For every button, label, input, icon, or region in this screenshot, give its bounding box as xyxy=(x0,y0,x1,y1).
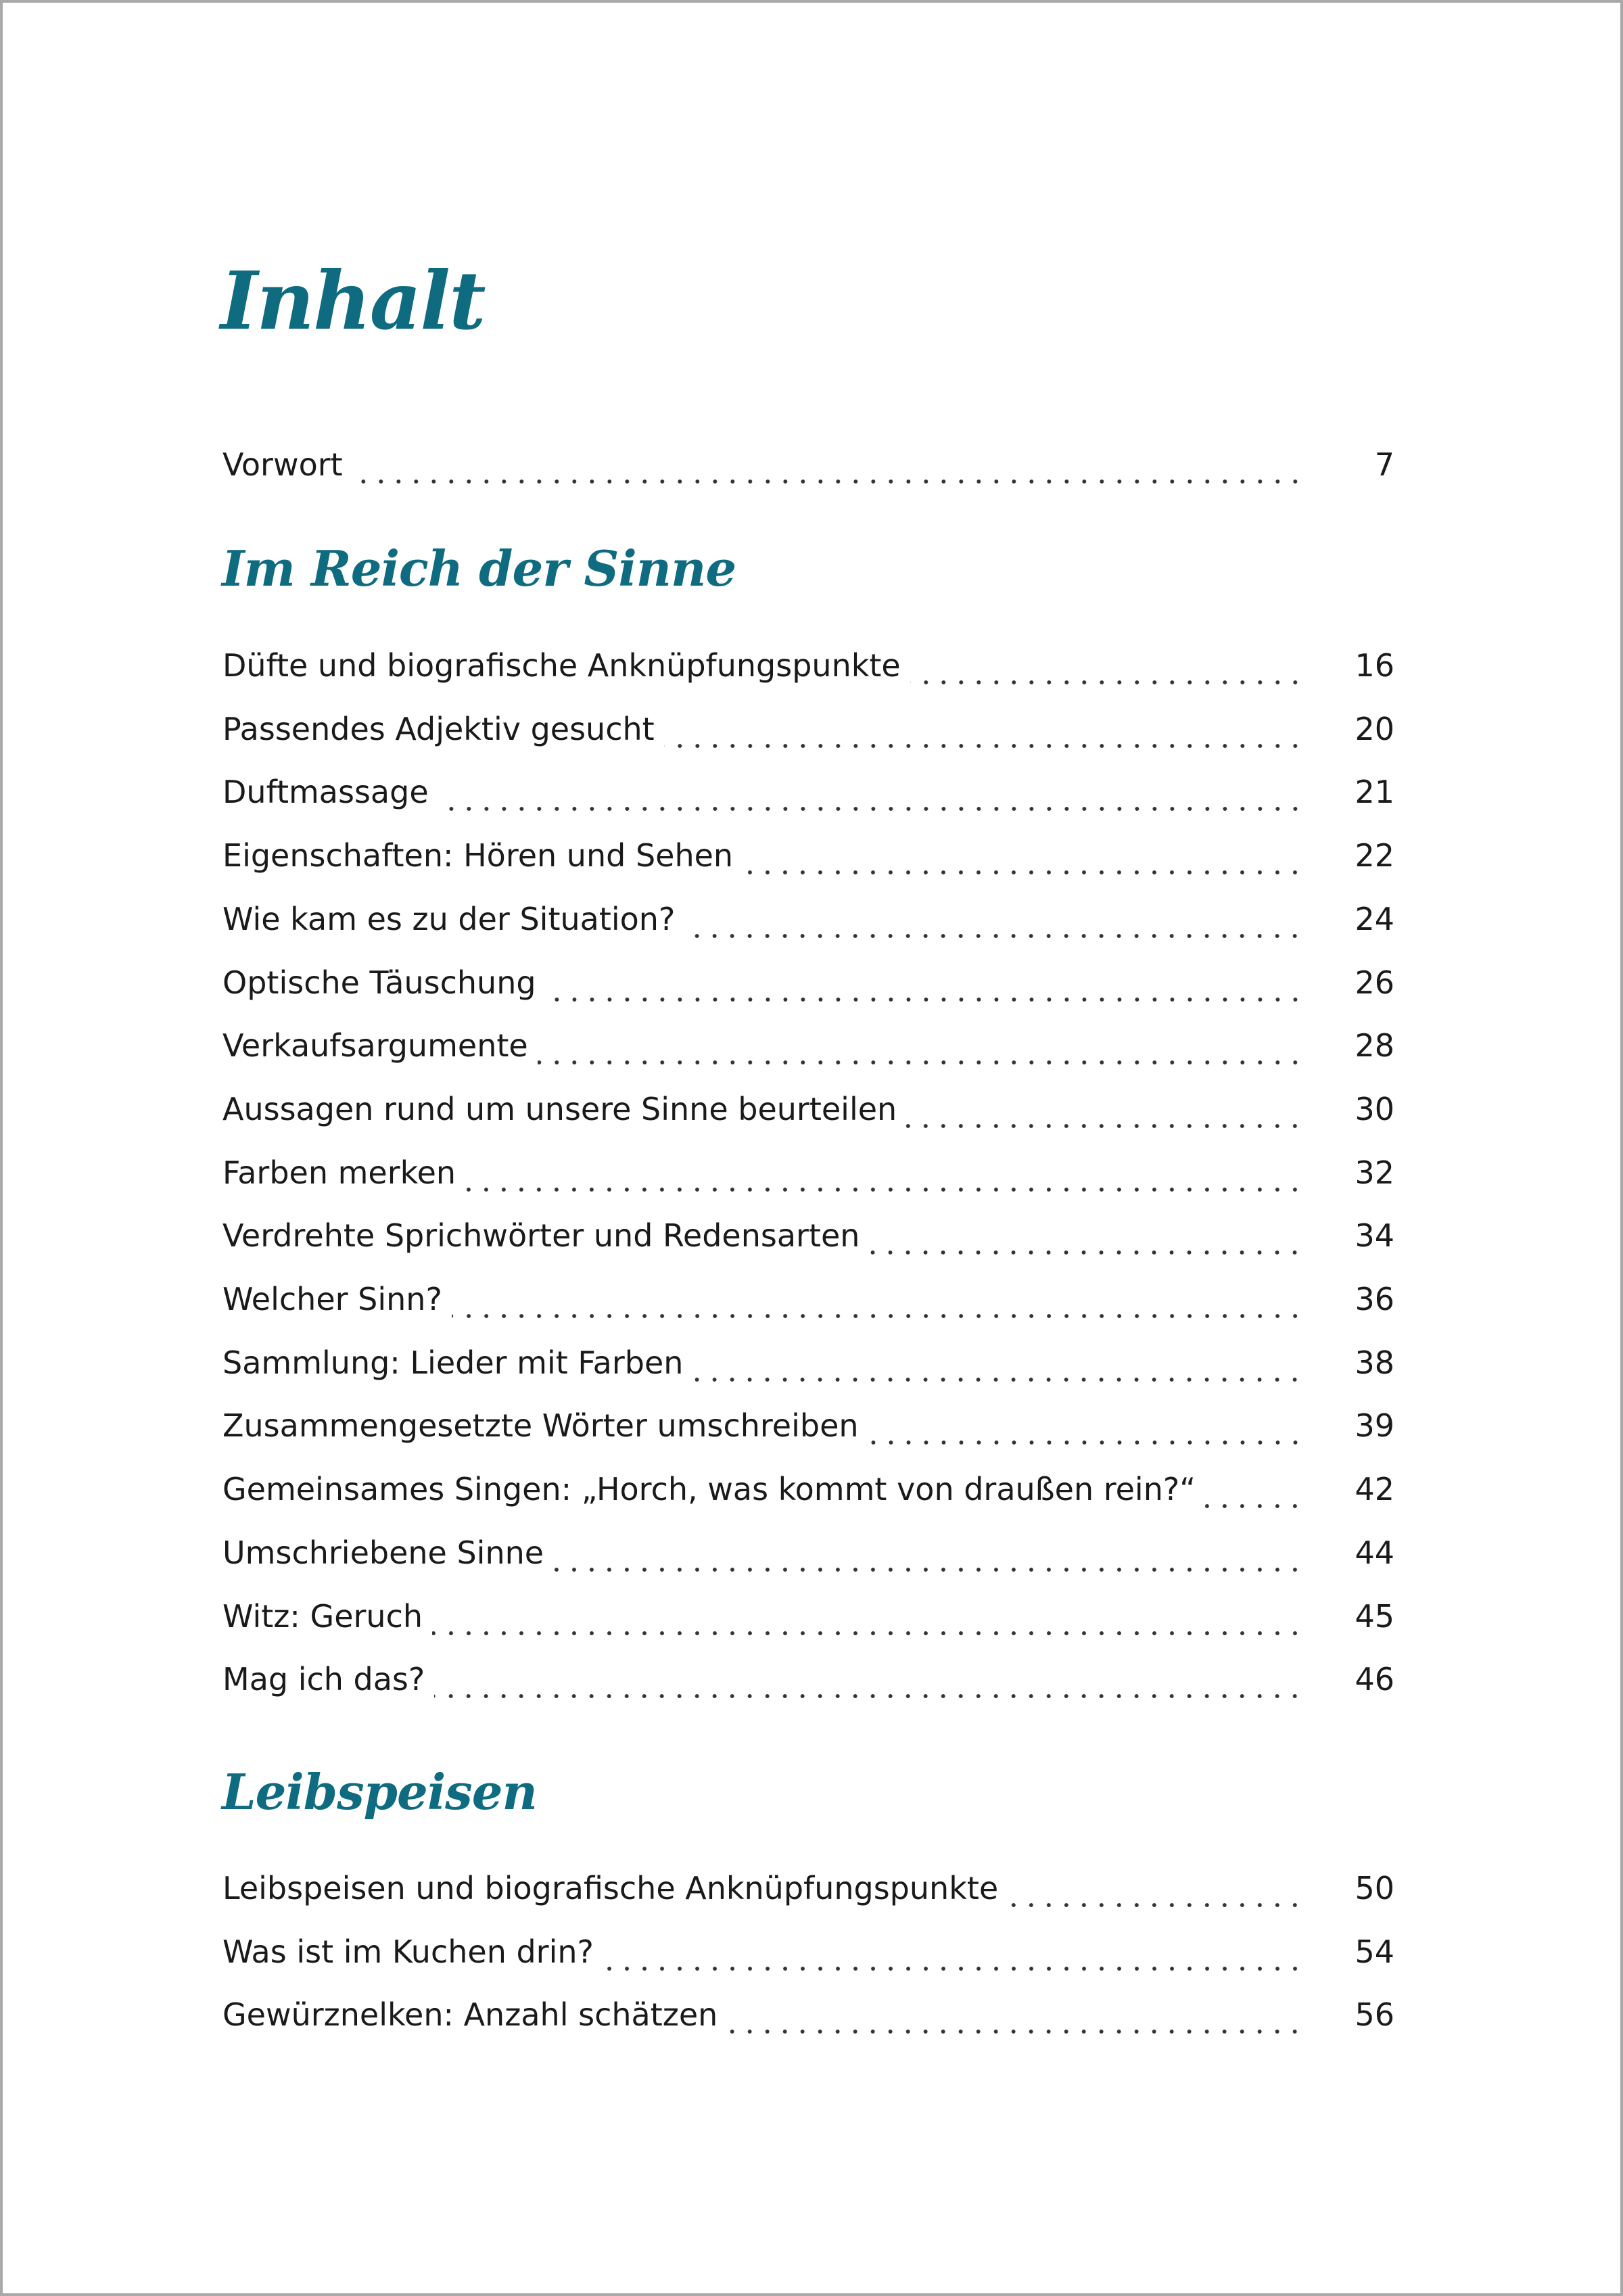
toc-entry-page: 7 xyxy=(1374,446,1394,483)
toc-entry-page: 30 xyxy=(1355,1091,1394,1127)
toc-entry[interactable] xyxy=(222,1934,1394,1981)
toc-entry[interactable] xyxy=(222,1281,1394,1328)
section-heading: Leibspeisen xyxy=(222,1763,537,1821)
toc-entry[interactable] xyxy=(222,1027,1394,1075)
toc-entry[interactable] xyxy=(222,1154,1394,1202)
toc-entry-title: Duftmassage xyxy=(222,774,429,810)
toc-entry-page: 38 xyxy=(1355,1344,1394,1381)
toc-entry-page: 26 xyxy=(1355,964,1394,1001)
dot-leader xyxy=(352,479,1304,484)
dot-leader xyxy=(684,933,1304,939)
toc-entry-title: Verkaufsargumente xyxy=(222,1027,528,1064)
toc-entry-page: 16 xyxy=(1355,647,1394,684)
dot-leader xyxy=(1008,1902,1304,1908)
toc-entry-page: 20 xyxy=(1355,711,1394,747)
dot-leader xyxy=(546,997,1304,1002)
dot-leader xyxy=(743,870,1304,875)
toc-entry-title: Umschriebene Sinne xyxy=(222,1534,544,1571)
dot-leader xyxy=(538,1060,1304,1065)
dot-leader xyxy=(452,1313,1304,1319)
page-title: Inhalt xyxy=(220,254,485,348)
toc-entry-page: 56 xyxy=(1355,1996,1394,2033)
toc-entry[interactable] xyxy=(222,837,1394,885)
toc-entry-title: Passendes Adjektiv gesucht xyxy=(222,711,655,747)
dot-leader xyxy=(664,743,1304,749)
toc-entry[interactable] xyxy=(222,1091,1394,1138)
toc-entry[interactable] xyxy=(222,1661,1394,1708)
toc-entry-page: 39 xyxy=(1355,1407,1394,1444)
toc-entry-page: 21 xyxy=(1355,774,1394,810)
toc-entry-title: Verdrehte Sprichwörter und Redensarten xyxy=(222,1217,860,1254)
toc-entry-page: 42 xyxy=(1355,1471,1394,1507)
toc-entry-title: Sammlung: Lieder mit Farben xyxy=(222,1344,684,1381)
dot-leader xyxy=(906,1123,1304,1129)
toc-entry[interactable] xyxy=(222,1344,1394,1392)
toc-entry[interactable] xyxy=(222,1598,1394,1645)
toc-entry-page: 32 xyxy=(1355,1154,1394,1191)
toc-entry[interactable] xyxy=(222,1407,1394,1455)
toc-entry-title: Farben merken xyxy=(222,1154,456,1191)
toc-entry-title: Optische Täuschung xyxy=(222,964,536,1001)
dot-leader xyxy=(438,806,1304,812)
toc-entry-title: Gemeinsames Singen: „Horch, was kommt von draußen rein?“ xyxy=(222,1471,1196,1507)
toc-entry-page: 34 xyxy=(1355,1217,1394,1254)
toc-entry[interactable] xyxy=(222,1471,1394,1518)
toc-entry-page: 24 xyxy=(1355,901,1394,937)
toc-entry-page: 46 xyxy=(1355,1661,1394,1697)
toc-entry-page: 44 xyxy=(1355,1534,1394,1571)
toc-entry-page: 28 xyxy=(1355,1027,1394,1064)
toc-entry-title: Witz: Geruch xyxy=(222,1598,423,1635)
dot-leader xyxy=(434,1693,1304,1699)
section-heading: Im Reich der Sinne xyxy=(222,540,736,597)
toc-entry[interactable] xyxy=(222,964,1394,1012)
toc-entry[interactable] xyxy=(222,1870,1394,1917)
toc-entry[interactable] xyxy=(222,774,1394,821)
toc-entry-title: Welcher Sinn? xyxy=(222,1281,442,1317)
toc-entry[interactable] xyxy=(222,1996,1394,2044)
toc-entry-title: Was ist im Kuchen drin? xyxy=(222,1934,594,1970)
dot-leader xyxy=(869,1250,1304,1255)
toc-entry-title: Wie kam es zu der Situation? xyxy=(222,901,676,937)
toc-entry-title: Aussagen rund um unsere Sinne beurteilen xyxy=(222,1091,897,1127)
dot-leader xyxy=(868,1440,1304,1445)
dot-leader xyxy=(432,1631,1304,1636)
toc-entry[interactable] xyxy=(222,647,1394,695)
dot-leader xyxy=(1205,1503,1304,1509)
toc-entry-title: Düfte und biografische Anknüpfungspunkte xyxy=(222,647,901,684)
toc-entry-title: Zusammengesetzte Wörter umschreiben xyxy=(222,1407,859,1444)
toc-entry[interactable] xyxy=(222,1534,1394,1582)
dot-leader xyxy=(553,1567,1304,1572)
toc-entry[interactable] xyxy=(222,901,1394,948)
toc-entry-page: 54 xyxy=(1355,1934,1394,1970)
toc-entry-title: Vorwort xyxy=(222,446,343,483)
toc-entry[interactable] xyxy=(222,446,1394,494)
toc-entry-page: 22 xyxy=(1355,837,1394,874)
dot-leader xyxy=(603,1966,1304,1971)
dot-leader xyxy=(727,2029,1304,2034)
toc-entry-title: Leibspeisen und biografische Anknüpfungspunkte xyxy=(222,1870,999,1906)
toc-entry-title: Gewürznelken: Anzahl schätzen xyxy=(222,1996,718,2033)
dot-leader xyxy=(692,1377,1304,1382)
toc-entry-page: 50 xyxy=(1355,1870,1394,1906)
dot-leader xyxy=(465,1187,1304,1192)
toc-entry-page: 45 xyxy=(1355,1598,1394,1635)
toc-entry[interactable] xyxy=(222,1217,1394,1265)
toc-entry[interactable] xyxy=(222,711,1394,758)
dot-leader xyxy=(910,680,1304,685)
toc-entry-page: 36 xyxy=(1355,1281,1394,1317)
toc-entry-title: Eigenschaften: Hören und Sehen xyxy=(222,837,734,874)
toc-entry-title: Mag ich das? xyxy=(222,1661,425,1697)
